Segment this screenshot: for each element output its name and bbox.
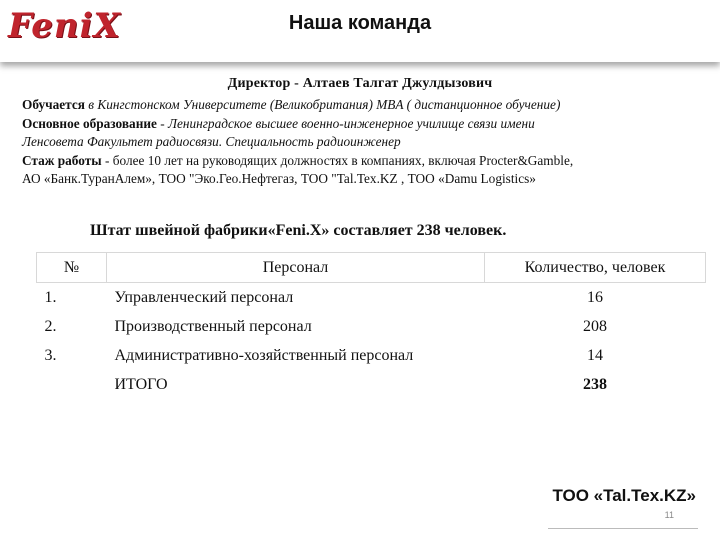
total-label: ИТОГО — [114, 375, 168, 393]
table-row — [37, 341, 706, 370]
page-title: Наша команда — [288, 12, 432, 34]
bio-experience-cont — [22, 170, 712, 189]
staff-table — [36, 252, 706, 399]
bio-experience-text-2: АО «Банк.ТуранАлем», ТОО "Эко.Гео.Нефтегаз, ТОО "Tal.Tex.KZ , ТОО «Damu Logistics» — [22, 171, 536, 186]
logo: FeniX — [8, 6, 121, 46]
bio-study — [22, 96, 712, 115]
staff-summary: Штат швейной фабрики«Feni.X» составляет 238 человек. — [90, 222, 507, 239]
bio-education-text-1: - Ленинградское высшее военно-инженерное училище связи имени — [156, 115, 535, 131]
header-count: Количество, человек — [485, 253, 706, 283]
table-row — [37, 283, 706, 313]
row-num: 1. — [44, 288, 57, 306]
director-bio — [22, 96, 712, 189]
row-name: Управленческий персонал — [114, 288, 294, 306]
row-name: Административно-хозяйственный персонал — [114, 346, 414, 364]
row-count: 208 — [583, 317, 607, 335]
table-header-row — [37, 253, 706, 283]
total-num — [37, 370, 107, 399]
bio-study-text: в Кингстонском Университете (Великобритания) MBA ( дистанционное обучение) — [84, 97, 561, 112]
table-total-row — [37, 370, 706, 399]
total-count: 238 — [583, 375, 607, 393]
page-number: 11 — [664, 510, 674, 520]
header-num: № — [37, 253, 107, 283]
bio-education-cont — [22, 133, 712, 152]
director-line: Директор - Алтаев Талгат Джулдызович — [227, 76, 493, 91]
bio-experience-label: Стаж работы — [22, 152, 102, 168]
row-num: 3. — [44, 346, 57, 364]
row-num: 2. — [44, 317, 57, 335]
company-name: ТОО «Tal.Tex.KZ» — [552, 486, 696, 505]
row-count: 16 — [587, 288, 603, 306]
header-name: Персонал — [107, 253, 485, 283]
row-name: Производственный персонал — [114, 317, 312, 335]
bio-experience — [22, 152, 712, 171]
bio-education — [22, 115, 712, 134]
bio-education-text-2: Ленсовета Факультет радиосвязи. Специальность радиоинженер — [22, 134, 401, 149]
footer-divider — [548, 528, 698, 529]
bio-education-label: Основное образование — [22, 115, 157, 131]
bio-study-label: Обучается — [22, 97, 85, 112]
row-count: 14 — [587, 346, 603, 364]
bio-experience-text-1: - более 10 лет на руководящих должностях в компаниях, включая Procter&Gamble, — [101, 152, 574, 168]
table-row — [37, 312, 706, 341]
